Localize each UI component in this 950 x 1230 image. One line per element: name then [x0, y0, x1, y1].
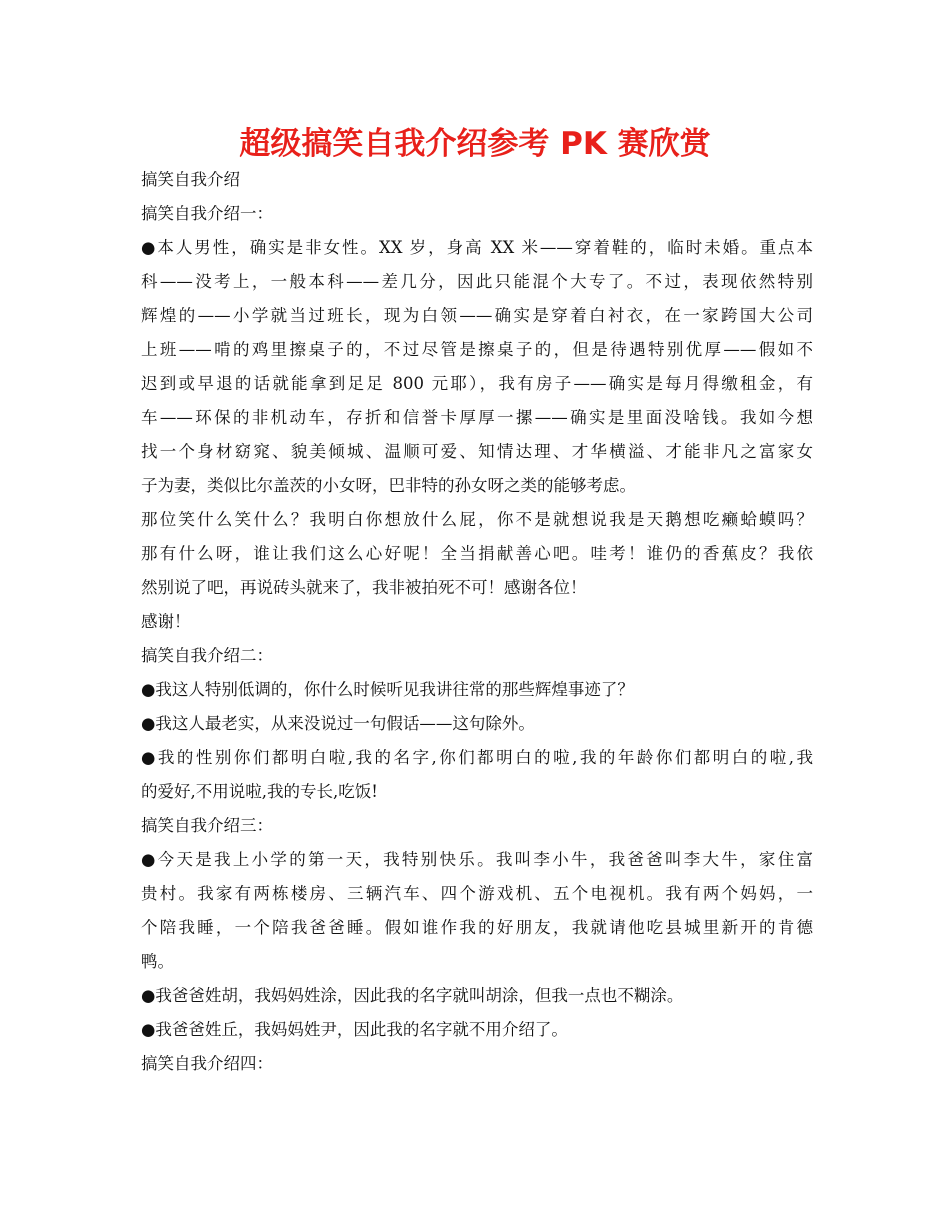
text-line: 鸭。 — [141, 952, 174, 971]
text-line: 辉煌的——小学就当过班长，现为白领——确实是穿着白衬衣，在一家跨国大公司 — [141, 306, 813, 325]
text-line: 迟到或早退的话就能拿到足足 800 元耶），我有房子——确实是每月得缴租金，有 — [141, 374, 813, 393]
document-title: 超级搞笑自我介绍参考 PK 赛欣赏 — [239, 126, 711, 162]
text-line: 搞笑自我介绍二： — [141, 646, 273, 665]
text-line: 的爱好,不用说啦,我的专长,吃饭! — [141, 782, 378, 801]
text-line: 车——环保的非机动车，存折和信誉卡厚厚一摞——确实是里面没啥钱。我如今想 — [141, 408, 813, 427]
text-line: ●我爸爸姓丘，我妈妈姓尹，因此我的名字就不用介绍了。 — [141, 1020, 568, 1039]
text-line: ●今天是我上小学的第一天，我特别快乐。我叫李小牛，我爸爸叫李大牛，家住富 — [141, 850, 813, 869]
text-line: ●我的性别你们都明白啦,我的名字,你们都明白的啦,我的年龄你们都明白的啦,我 — [141, 748, 813, 767]
text-line: 科——没考上，一般本科——差几分，因此只能混个大专了。不过，表现依然特别 — [141, 272, 813, 291]
text-line: 贵村。我家有两栋楼房、三辆汽车、四个游戏机、五个电视机。我有两个妈妈，一 — [141, 884, 813, 903]
text-line: 那有什么呀，谁让我们这么心好呢！全当捐献善心吧。哇考！谁仍的香蕉皮？我依 — [141, 544, 813, 563]
text-line: 搞笑自我介绍 — [141, 170, 240, 189]
text-line: 个陪我睡，一个陪我爸爸睡。假如谁作我的好朋友，我就请他吃县城里新开的肯德 — [141, 918, 813, 937]
text-line: ●我这人最老实，从来没说过一句假话——这句除外。 — [141, 714, 535, 733]
text-line: 上班——啃的鸡里擦桌子的，不过尽管是擦桌子的，但是待遇特别优厚——假如不 — [141, 340, 813, 359]
text-line: 子为妻，类似比尔盖茨的小女呀，巴非特的孙女呀之类的能够考虑。 — [141, 476, 636, 495]
text-line: 然别说了吧，再说砖头就来了，我非被拍死不可！感谢各位！ — [141, 578, 587, 597]
document-body — [141, 163, 813, 1081]
text-line: 那位笑什么笑什么？我明白你想放什么屁，你不是就想说我是天鹅想吃癞蛤蟆吗？ — [141, 510, 813, 529]
text-line: ●我这人特别低调的，你什么时候听见我讲往常的那些辉煌事迹了？ — [141, 680, 634, 699]
text-line: 感谢！ — [141, 612, 191, 631]
text-line: 搞笑自我介绍三： — [141, 816, 273, 835]
text-line: 找一个身材窈窕、貌美倾城、温顺可爱、知情达理、才华横溢、才能非凡之富家女 — [141, 442, 813, 461]
text-line: ●本人男性，确实是非女性。XX 岁，身高 XX 米——穿着鞋的，临时未婚。重点本 — [141, 238, 813, 257]
text-line: 搞笑自我介绍一： — [141, 204, 273, 223]
text-line: 搞笑自我介绍四： — [141, 1054, 273, 1073]
text-line: ●我爸爸姓胡，我妈妈姓涂，因此我的名字就叫胡涂，但我一点也不糊涂。 — [141, 986, 684, 1005]
